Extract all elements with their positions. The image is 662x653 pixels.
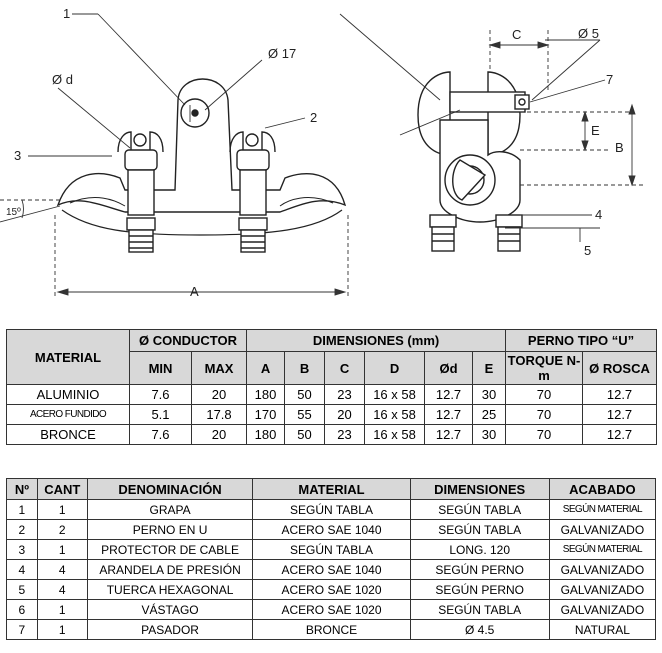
cell: 30: [473, 385, 506, 405]
table-row: [7, 385, 657, 405]
table-row: [7, 540, 656, 560]
cell: BRONCE: [7, 425, 130, 445]
cell: 6: [7, 600, 38, 620]
technical-drawing: [0, 0, 662, 315]
cell: 20: [325, 405, 365, 425]
cell: PASADOR: [87, 620, 253, 640]
header-denominacion: DENOMINACIÓN: [87, 479, 253, 500]
cell: 16 x 58: [365, 405, 425, 425]
cell: 12.7: [583, 405, 657, 425]
cell: 1: [37, 620, 87, 640]
cell: Ø 4.5: [410, 620, 549, 640]
dim-c: C: [512, 27, 522, 42]
dim-b: B: [615, 140, 624, 155]
cell: 17.8: [192, 405, 247, 425]
subheader-a: A: [247, 352, 285, 385]
cell: 4: [37, 580, 87, 600]
dim-d17: Ø 17: [268, 46, 297, 61]
cell: 12.7: [425, 425, 473, 445]
table-row: [7, 405, 657, 425]
perno-header: PERNO TIPO “U”: [506, 330, 657, 352]
cell: 2: [7, 520, 38, 540]
table-row: [7, 500, 656, 520]
cell: 180: [247, 385, 285, 405]
cell: ALUMINIO: [7, 385, 130, 405]
cell: BRONCE: [253, 620, 410, 640]
cell: 170: [247, 405, 285, 425]
cell: NATURAL: [549, 620, 655, 640]
cell: SEGÚN PERNO: [410, 580, 549, 600]
cell: ACERO FUNDIDO: [7, 405, 130, 425]
conductor-header: Ø CONDUCTOR: [130, 330, 247, 352]
cell: SEGÚN TABLA: [253, 500, 410, 520]
cell: SEGÚN MATERIAL: [549, 500, 655, 520]
cell: PROTECTOR DE CABLE: [87, 540, 253, 560]
cell: 50: [285, 425, 325, 445]
cell: 23: [325, 385, 365, 405]
cell: ACERO SAE 1040: [253, 560, 410, 580]
spec-header-row: [7, 330, 657, 352]
cell: LONG. 120: [410, 540, 549, 560]
dim-e: E: [591, 123, 600, 138]
parts-table: [6, 478, 656, 640]
cell: SEGÚN MATERIAL: [549, 540, 655, 560]
header-no: Nº: [7, 479, 38, 500]
specifications-table: [6, 329, 657, 445]
subheader-torque: TORQUE N-m: [506, 352, 583, 385]
cell: 7.6: [130, 385, 192, 405]
cell: 1: [37, 540, 87, 560]
front-view: [58, 79, 345, 252]
table-row: [7, 560, 656, 580]
cell: 4: [7, 560, 38, 580]
material-header: MATERIAL: [7, 330, 130, 385]
cell: 16 x 58: [365, 385, 425, 405]
table-row: [7, 600, 656, 620]
callout-1: 1: [63, 6, 71, 21]
cell: SEGÚN PERNO: [410, 560, 549, 580]
cell: 30: [473, 425, 506, 445]
cell: 70: [506, 425, 583, 445]
cell: 55: [285, 405, 325, 425]
header-cant: CANT: [37, 479, 87, 500]
table-row: [7, 520, 656, 540]
cell: 180: [247, 425, 285, 445]
cell: 3: [7, 540, 38, 560]
cell: 1: [7, 500, 38, 520]
cell: 2: [37, 520, 87, 540]
cell: TUERCA HEXAGONAL: [87, 580, 253, 600]
side-view: [418, 72, 529, 251]
cell: 7: [7, 620, 38, 640]
side-labels: [512, 26, 624, 258]
callout-2: 2: [310, 110, 318, 125]
cell: SEGÚN TABLA: [410, 520, 549, 540]
header-material: MATERIAL: [253, 479, 410, 500]
cell: GALVANIZADO: [549, 560, 655, 580]
cell: 5.1: [130, 405, 192, 425]
cell: 25: [473, 405, 506, 425]
cell: 7.6: [130, 425, 192, 445]
cell: 50: [285, 385, 325, 405]
cell: ACERO SAE 1020: [253, 600, 410, 620]
dimensions-header: DIMENSIONES (mm): [247, 330, 506, 352]
table-row: [7, 620, 656, 640]
front-labels: [6, 6, 317, 299]
parts-header-row: [7, 479, 656, 500]
cell: ACERO SAE 1020: [253, 580, 410, 600]
subheader-e: E: [473, 352, 506, 385]
header-acabado: ACABADO: [549, 479, 655, 500]
cell: 20: [192, 425, 247, 445]
cell: GALVANIZADO: [549, 520, 655, 540]
table-row: [7, 425, 657, 445]
cell: 12.7: [425, 405, 473, 425]
cell: GRAPA: [87, 500, 253, 520]
callout-5: 5: [584, 243, 592, 258]
cell: SEGÚN TABLA: [253, 540, 410, 560]
cell: 23: [325, 425, 365, 445]
cell: 4: [37, 560, 87, 580]
cell: 70: [506, 405, 583, 425]
dim-dd: Ø d: [52, 72, 73, 87]
cell: VÁSTAGO: [87, 600, 253, 620]
subheader-max: MAX: [192, 352, 247, 385]
cell: 12.7: [583, 385, 657, 405]
dim-angle: 15º: [6, 207, 21, 218]
subheader-od: Ød: [425, 352, 473, 385]
cell: 70: [506, 385, 583, 405]
subheader-d: D: [365, 352, 425, 385]
subheader-rosca: Ø ROSCA: [583, 352, 657, 385]
cell: 1: [37, 600, 87, 620]
header-dimensiones: DIMENSIONES: [410, 479, 549, 500]
cell: 12.7: [583, 425, 657, 445]
cell: GALVANIZADO: [549, 580, 655, 600]
cell: SEGÚN TABLA: [410, 600, 549, 620]
callout-7: 7: [606, 72, 614, 87]
dim-a: A: [190, 284, 199, 299]
cell: SEGÚN TABLA: [410, 500, 549, 520]
subheader-min: MIN: [130, 352, 192, 385]
callout-4: 4: [595, 207, 603, 222]
cell: ACERO SAE 1040: [253, 520, 410, 540]
subheader-c: C: [325, 352, 365, 385]
cell: 12.7: [425, 385, 473, 405]
cell: 5: [7, 580, 38, 600]
subheader-b: B: [285, 352, 325, 385]
cell: PERNO EN U: [87, 520, 253, 540]
cell: GALVANIZADO: [549, 600, 655, 620]
cell: 20: [192, 385, 247, 405]
callout-3: 3: [14, 148, 22, 163]
table-row: [7, 580, 656, 600]
cell: 1: [37, 500, 87, 520]
cell: ARANDELA DE PRESIÓN: [87, 560, 253, 580]
dim-d5: Ø 5: [578, 26, 599, 41]
cell: 16 x 58: [365, 425, 425, 445]
